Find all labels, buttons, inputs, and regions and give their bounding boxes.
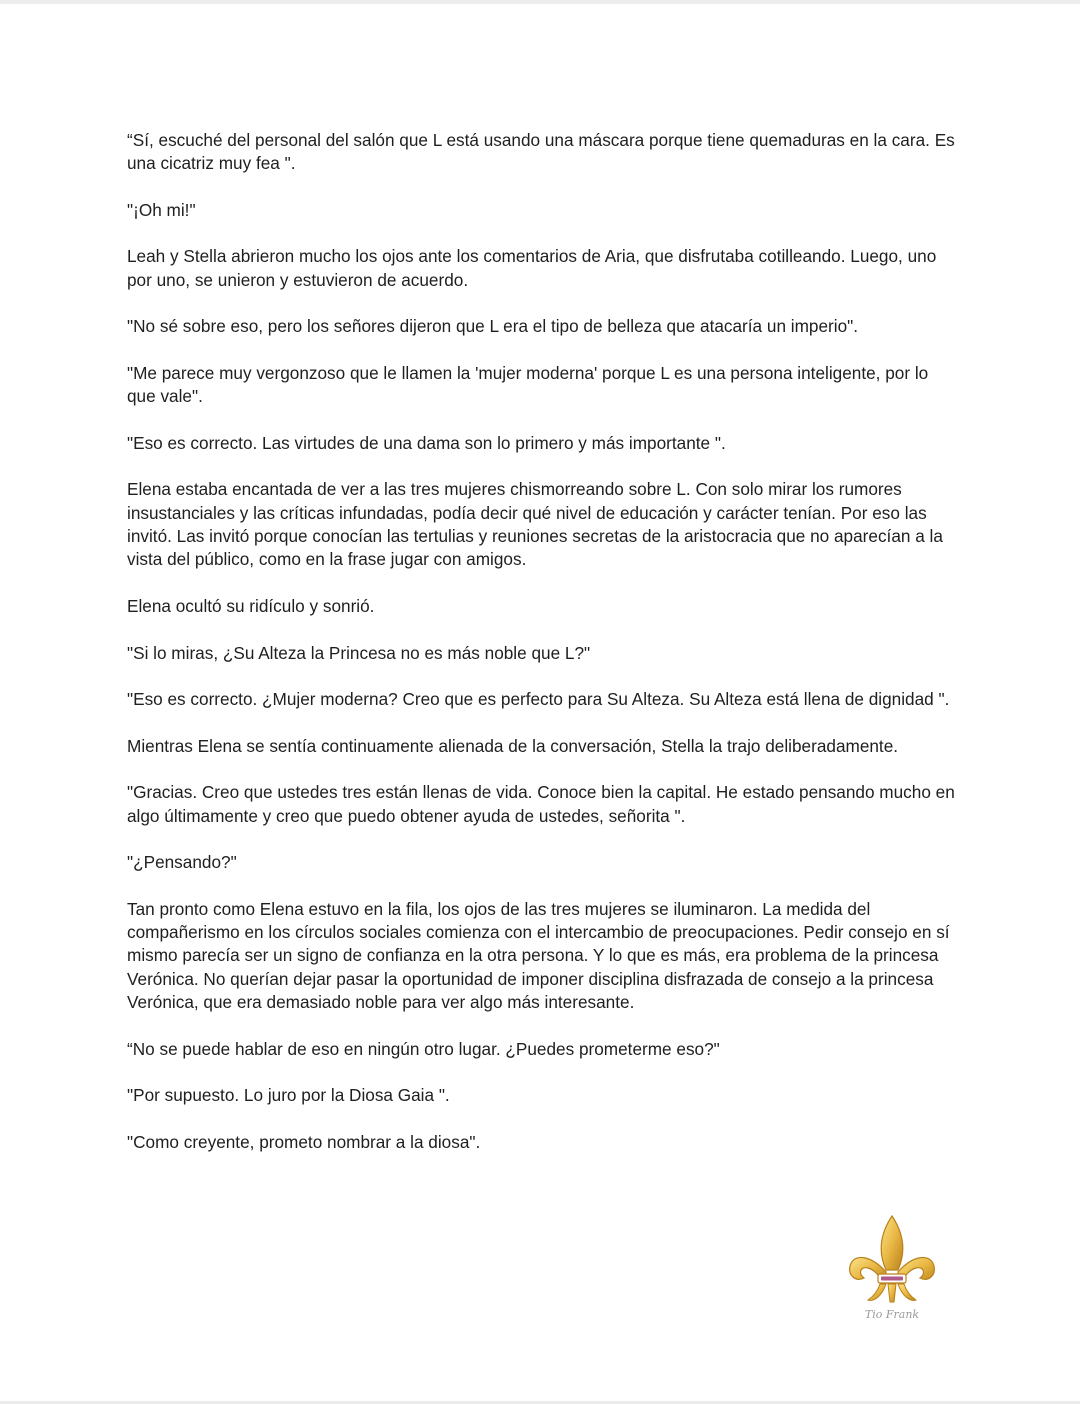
paragraph: Elena estaba encantada de ver a las tres mujeres chismorreando sobre L. Con solo mirar los rumores insustanciales y las críticas infundadas, podía decir qué nivel de educación y carácter tenían. Por eso las invitó. Las invitó porque conocían las tertulias y reuniones secretas de la aristocracia que no aparecían a la vista del público, como en la frase jugar con amigos. xyxy=(127,479,943,570)
paragraph: Elena ocultó su ridículo y sonrió. xyxy=(127,595,375,616)
page-top-border xyxy=(0,0,1080,4)
paragraph: "Por supuesto. Lo juro por la Diosa Gaia ". xyxy=(127,1085,450,1106)
paragraph: “Sí, escuché del personal del salón que L está usando una máscara porque tiene quemaduras en la cara. Es una cicatriz muy fea ". xyxy=(127,130,955,174)
watermark-signature: Tio Frank xyxy=(864,1308,920,1321)
paragraph: Leah y Stella abrieron mucho los ojos ante los comentarios de Aria, que disfrutaba cotilleando. Luego, uno por uno, se unieron y estuvieron de acuerdo. xyxy=(127,246,937,290)
paragraph: "Eso es correcto. Las virtudes de una dama son lo primero y más importante ". xyxy=(127,432,726,453)
paragraph: "Me parece muy vergonzoso que le llamen la 'mujer moderna' porque L es una persona inteligente, por lo que vale". xyxy=(127,362,929,407)
paragraph: "No sé sobre eso, pero los señores dijeron que L era el tipo de belleza que atacaría un imperio". xyxy=(127,316,859,337)
paragraph: "¿Pensando?" xyxy=(127,852,237,873)
paragraph: "Como creyente, prometo nombrar a la diosa". xyxy=(127,1131,481,1152)
paragraph: Mientras Elena se sentía continuamente alienada de la conversación, Stella la trajo deliberadamente. xyxy=(127,735,899,756)
paragraph: “No se puede hablar de eso en ningún otro lugar. ¿Puedes prometerme eso?" xyxy=(127,1038,720,1059)
paragraph: "Si lo miras, ¿Su Alteza la Princesa no es más noble que L?" xyxy=(127,642,591,663)
paragraph: Tan pronto como Elena estuvo en la fila, los ojos de las tres mujeres se iluminaron. La medida del compañerismo en los círculos sociales comienza con el intercambio de preocupaciones. Pedir consejo en sí mismo parecía ser un signo de confianza en la otra persona. Y lo que es más, era problema de la princesa Verónica. No querían dejar pasar la oportunidad de imponer disciplina disfrazada de consejo a la princesa Verónica, que era demasiado noble para ver algo más interesante. xyxy=(127,898,950,1012)
paragraph: "Eso es correcto. ¿Mujer moderna? Creo que es perfecto para Su Alteza. Su Alteza está llena de dignidad ". xyxy=(127,689,950,710)
paragraph: "¡Oh mi!" xyxy=(127,199,196,220)
paragraph: "Gracias. Creo que ustedes tres están llenas de vida. Conoce bien la capital. He estado pensando mucho en algo últimamente y creo que puedo obtener ayuda de ustedes, señorita ". xyxy=(127,782,955,826)
document-body xyxy=(127,129,957,1177)
